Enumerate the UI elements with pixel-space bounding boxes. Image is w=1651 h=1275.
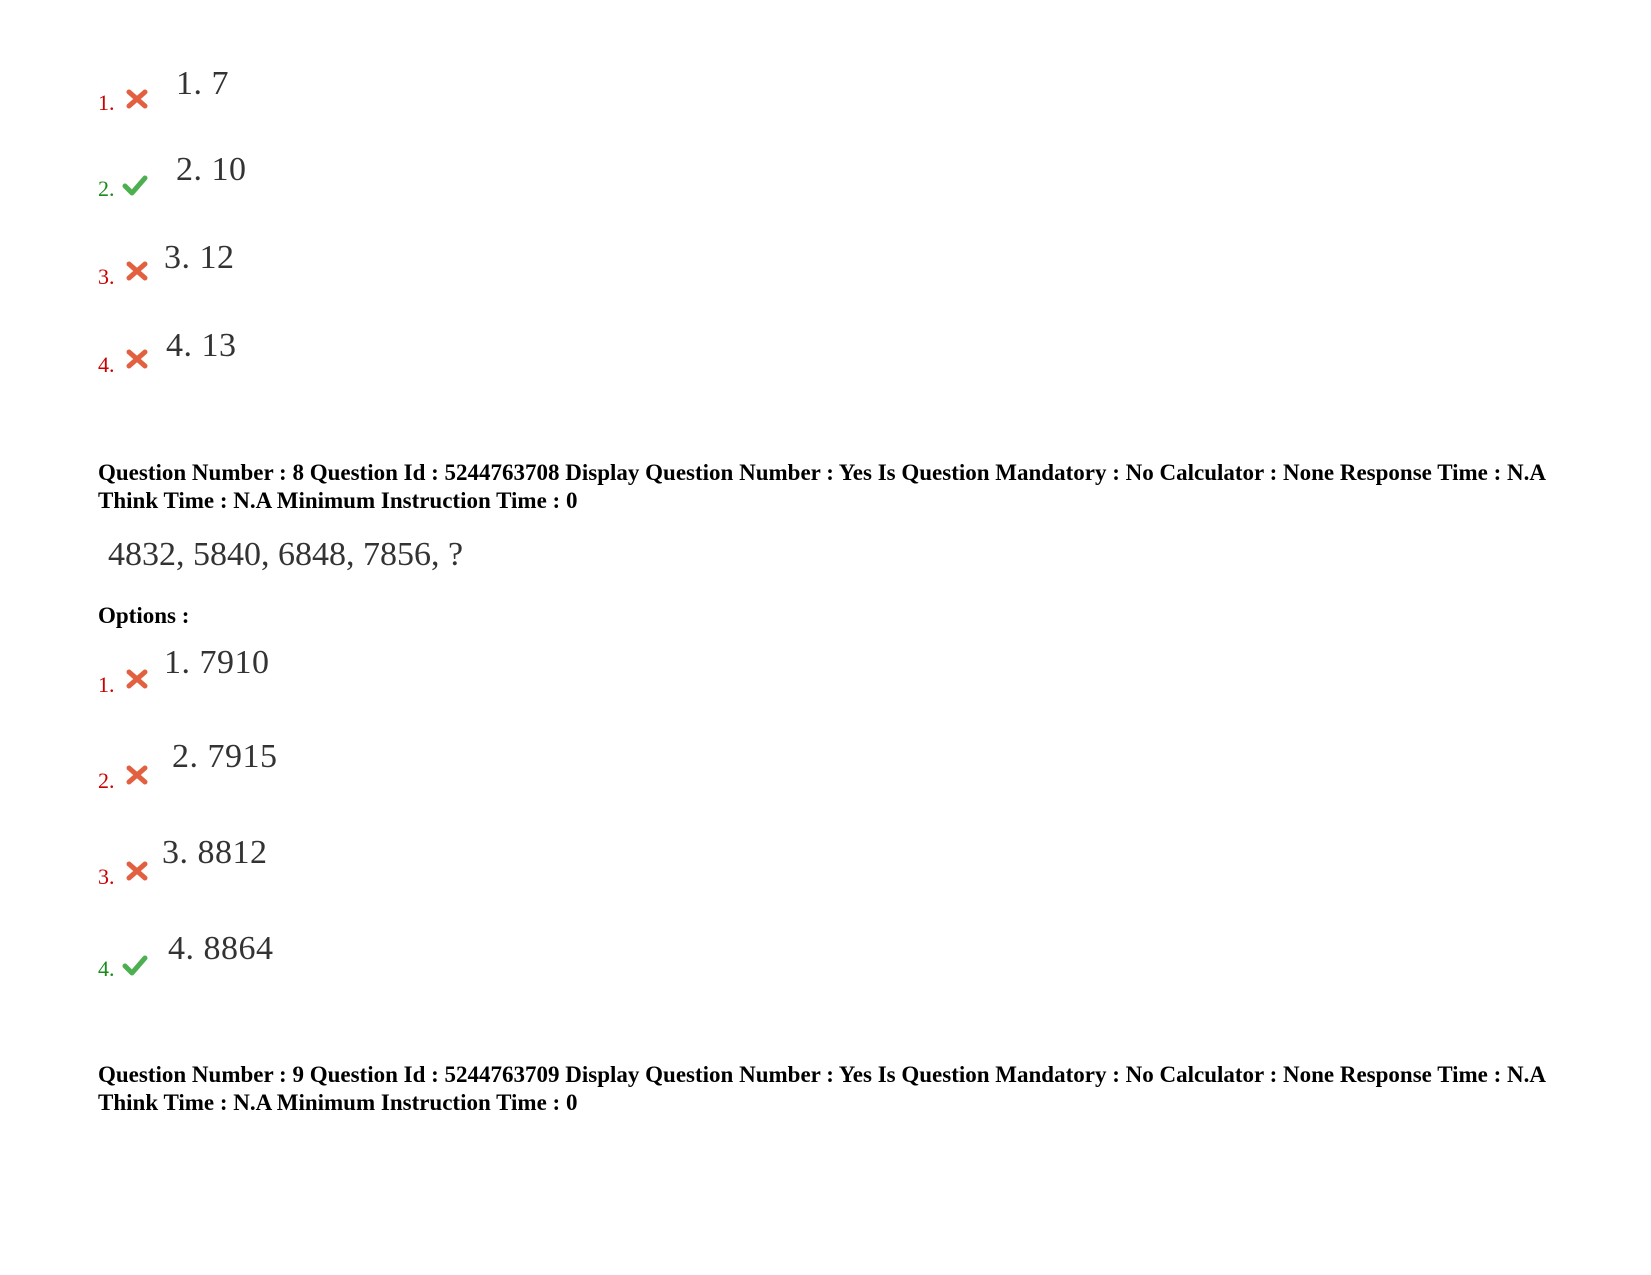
option-number: 3. [98, 864, 115, 889]
option-text: 4. 13 [166, 327, 237, 364]
option-text: 3. 8812 [162, 834, 268, 871]
option-number: 4. [98, 956, 115, 981]
cross-icon [124, 348, 150, 370]
option-text: 2. 7915 [172, 738, 278, 775]
option-row [98, 151, 698, 230]
option-number: 2. [98, 176, 115, 201]
option-number: 2. [98, 768, 115, 793]
check-icon [122, 954, 148, 976]
question-header: Question Number : 9 Question Id : 5244763709 Display Question Number : Yes Is Question Mandatory : No Calculator : None Response Time : N.A Think Time : N.A Minimum Instruction Time : 0 [98, 1062, 1545, 1115]
cross-icon [124, 764, 150, 786]
option-row [98, 65, 698, 144]
check-icon [122, 174, 148, 196]
option-row [98, 738, 698, 822]
cross-icon [124, 860, 150, 882]
option-number: 4. [98, 352, 115, 377]
option-row [98, 930, 698, 1014]
option-text: 3. 12 [164, 239, 235, 276]
option-number: 1. [98, 90, 115, 115]
cross-icon [124, 88, 150, 110]
option-number: 1. [98, 672, 115, 697]
question-header: Question Number : 8 Question Id : 5244763708 Display Question Number : Yes Is Question Mandatory : No Calculator : None Response Time : N.A Think Time : N.A Minimum Instruction Time : 0 [98, 460, 1545, 513]
cross-icon [124, 260, 150, 282]
option-row [98, 644, 698, 726]
option-text: 4. 8864 [168, 930, 274, 967]
option-number: 3. [98, 264, 115, 289]
option-text: 1. 7 [176, 65, 229, 102]
cross-icon [124, 668, 150, 690]
option-row [98, 834, 698, 918]
question-text: 4832, 5840, 6848, 7856, ? [108, 536, 464, 573]
options-label: Options : [98, 603, 190, 628]
option-row [98, 239, 698, 318]
option-text: 2. 10 [176, 151, 247, 188]
option-text: 1. 7910 [164, 644, 270, 681]
option-row [98, 327, 698, 406]
